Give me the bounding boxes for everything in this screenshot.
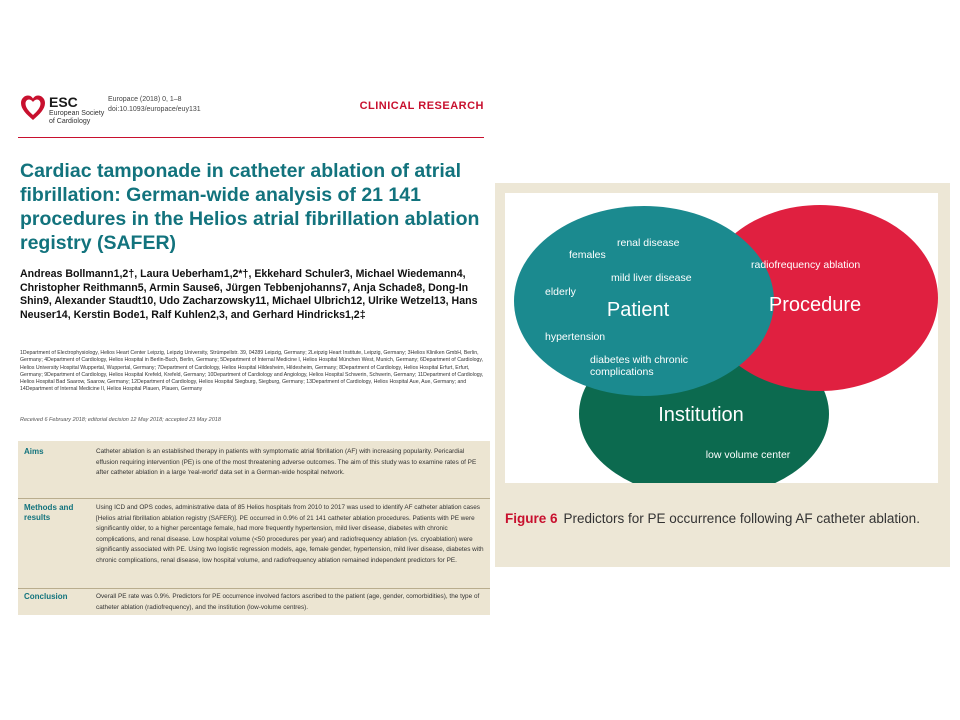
abstract-divider: [18, 588, 490, 589]
figure-panel: [505, 193, 938, 483]
journal-info: [108, 95, 201, 115]
patient-factor-females: females: [569, 249, 606, 261]
patient-factor-mild-liver-disease: mild liver disease: [611, 272, 692, 284]
institution-factor-low-volume: low volume center: [705, 449, 791, 461]
author-list: Andreas Bollmann1,2†, Laura Ueberham1,2*†, Ekkehard Schuler3, Michael Wiedemann4, Christopher Reithmann5, Armin Sause6, Jürgen Tebbenjohanns7, Anja Schade8, Dong-In Shin9, Alexander Staudt10, Udo Zacharzowsky11, Michael Ulbrich12, Ulrike Wetzel13, Hans Neuser14, Kerstin Bode1, Ralf Kuhlen2,3, and Gerhard Hindricks1,2‡: [20, 268, 478, 321]
figure-6: [495, 183, 950, 567]
logo-line-2: of Cardiology: [49, 118, 91, 125]
patient-factor-diabetes: diabetes with chronic: [590, 354, 689, 366]
abstract-label: Methods and results: [24, 503, 74, 522]
abstract-text: Using ICD and OPS codes, administrative data of 85 Helios hospitals from 2010 to 2017 was used to identify AF catheter ablation cases [Helios atrial fibrillation ablation registry (SAFER)]. PE occurred in 0.9% of 21 141 catheter ablation procedures. Patients with PE were significantly older, to a higher percentage female, had more frequently hypertension, mild liver disease, diabetes with chronic complications, and renal disease. Low hospital volume (<50 procedures per year) and radiofrequency ablation (vs. cryoablation) were significantly associated with PE. Using two logistic regression models, age, female gender, hypertension, mild liver disease, diabetes with chronic complications, renal disease, low hospital volume, and radiofrequency ablation remained independent predictors for PE.: [96, 504, 484, 564]
patient-factor-complications: complications: [590, 366, 654, 378]
abstract-label: Conclusion: [24, 592, 68, 601]
journal-doi: doi:10.1093/europace/euy131: [108, 106, 201, 113]
institution-title: Institution: [658, 404, 744, 426]
abstract-divider: [18, 498, 490, 499]
figure-label: Figure 6: [505, 511, 558, 526]
patient-factor-elderly: elderly: [545, 286, 576, 298]
figure-caption: [505, 509, 945, 529]
logo-line-1: European Society: [49, 110, 105, 117]
patient-factor-hypertension: hypertension: [545, 331, 606, 343]
paper-excerpt: [12, 85, 490, 615]
abstract-text: Catheter ablation is an established therapy in patients with symptomatic atrial fibrillation (AF) with increasing popularity. Pericardial effusion requiring intervention (PE) is one of the most threatening adverse outcomes. The aim of this study was to examine rates of PE after catheter ablation in a large 'real-world' data set in a German-wide hospital network.: [96, 448, 477, 476]
section-label: CLINICAL RESEARCH: [359, 100, 484, 112]
patient-factor-renal-disease: renal disease: [617, 237, 680, 249]
paper-title: Cardiac tamponade in catheter ablation of atrial fibrillation: German-wide analysis of 21 141 procedures in the Helios atrial fibrillation ablation registry (SAFER): [20, 160, 480, 254]
journal-citation: Europace (2018) 0, 1–8: [108, 96, 182, 103]
affiliations: 1Department of Electrophysiology, Helios Heart Center Leipzig, Leipzig University, Strümpellstr. 39, 04289 Leipzig, Germany; 2Leipzig Heart Institute, Leipzig, Germany; 3Helios Kliniken GmbH, Berlin, Germany; 4Department of Cardiology, Helios Hospital in Berlin-Buch, Berlin, Germany; 5Department of Internal Medicine I, Helios Hospital München West, Munich, Germany; 6Department of Cardiology, Helios University Hospital Wuppertal, Wuppertal, Germany; 7Department of Cardiology, Helios Hospital Hildesheim, Hildesheim, Germany; 8Department of Cardiology, Helios Hospital Erfurt, Erfurt, Germany; 9Department of Cardiology, Helios Hospital Krefeld, Krefeld, Germany; 10Department of Cardiology and Angiology, Helios Hospital Schwerin, Schwerin, Germany; 11Department of Cardiology, Helios Hospital Bad Saarow, Saarow, Germany; 12Department of Cardiology, Helios Hospital Siegburg, Siegburg, Germany; 13Department of Cardiology, Helios Hospital Aue, Aue, Germany; and 14Department of Internal Medicine II, Helios Hospital Plauen, Plauen, Germany: [20, 350, 484, 393]
received-dates: Received 6 February 2018; editorial decision 12 May 2018; accepted 23 May 2018: [20, 417, 221, 423]
heart-logo-icon: [20, 94, 46, 124]
structured-abstract: [18, 441, 490, 615]
abstract-text: Overall PE rate was 0.9%. Predictors for PE occurrence involved factors ascribed to the patient (age, gender, comorbidities), the type of catheter ablation (radiofrequency), and the institution (low-volume centres).: [96, 593, 480, 611]
figure-caption-text: Predictors for PE occurrence following AF catheter ablation.: [563, 511, 920, 526]
procedure-factor-rf-ablation: radiofrequency ablation: [751, 259, 861, 271]
patient-title: Patient: [606, 299, 670, 321]
logo-abbr: ESC: [49, 94, 78, 110]
procedure-title: Procedure: [768, 294, 862, 316]
abstract-label: Aims: [24, 447, 44, 456]
header-rule: [18, 137, 484, 138]
venn-diagram: [505, 193, 938, 483]
